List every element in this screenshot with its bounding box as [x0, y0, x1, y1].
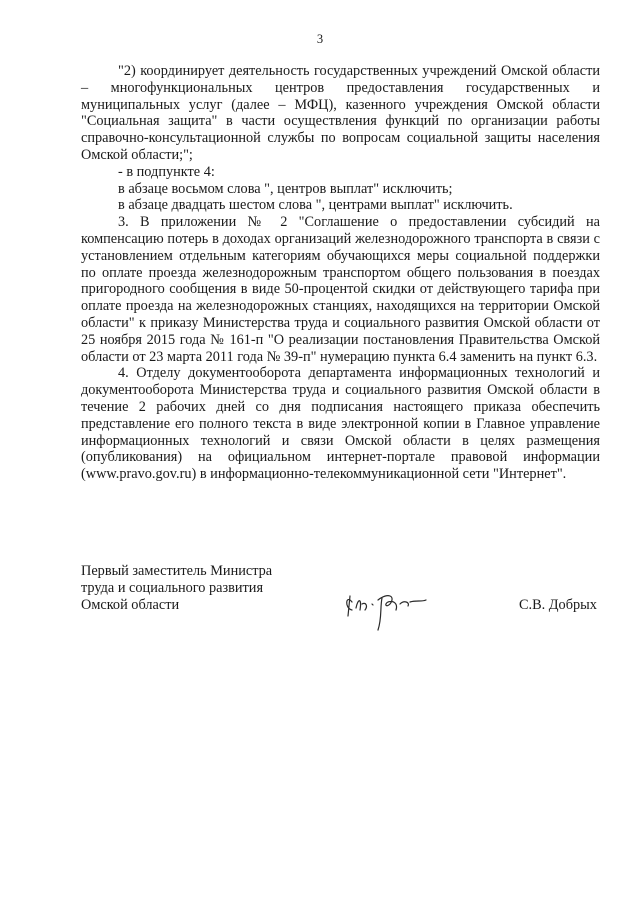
paragraph-twenty-sixth-clause: в абзаце двадцать шестом слова ", центрами выплат" исключить.	[118, 197, 513, 214]
signatory-position-line: Первый заместитель Министра	[81, 563, 273, 579]
handwritten-signature	[338, 574, 448, 634]
paragraph-subitem-4: - в подпункте 4:	[118, 163, 215, 180]
signatory-position	[81, 563, 281, 613]
paragraph-item-3: 3. В приложении № 2 "Соглашение о предоставлении субсидий на компенсацию потерь в доходах организаций железнодорожного транспорта в связи с установлением отдельным категориям обучающихся меры социальной поддержки по оплате проезда железнодорожным транспортом общего пользования в поездах пригородного сообщения в виде 50-процентой скидки от действующего тарифа при оплате проезда на железнодорожных станциях, находящихся на территории Омской области" к приказу Министерства труда и социального развития Омской области от 25 ноября 2015 года № 161-п "О реализации постановления Правительства Омской области от 23 марта 2011 года № 39-п" нумерацию пункта 6.4 заменить на пункт 6.3.	[81, 214, 600, 365]
signatory-position-line: труда и социального развития	[81, 579, 264, 596]
paragraph-eighth-clause: в абзаце восьмом слова ", центров выплат" исключить;	[118, 180, 453, 197]
signatory-name: С.В. Добрых	[519, 597, 597, 613]
signatory-position-line: Омской области	[81, 596, 180, 613]
paragraph-mfc-coordination: "2) координирует деятельность государственных учреждений Омской области – многофункциональных центров предоставления государственных и муниципальных услуг (далее – МФЦ), казенного учреждения Омской области "Социальная защита" в части осуществления функций по организации работы справочно-консультационной службы по вопросам социальной защиты населения Омской области;";	[81, 63, 600, 163]
paragraph-item-4: 4. Отделу документооборота департамента информационных технологий и документооборота Министерства труда и социального развития Омской области в течение 2 рабочих дней со дня подписания настоящего приказа обеспечить представление его полного текста в виде электронной копии в Главное управление информационных технологий и связи Омской области в целях размещения (опубликования) на официальном интернет-портале правовой информации (www.pravo.gov.ru) в информационно-телекоммуникационной сети "Интернет".	[81, 365, 600, 483]
document-body	[81, 63, 600, 483]
page-number: 3	[316, 32, 324, 46]
